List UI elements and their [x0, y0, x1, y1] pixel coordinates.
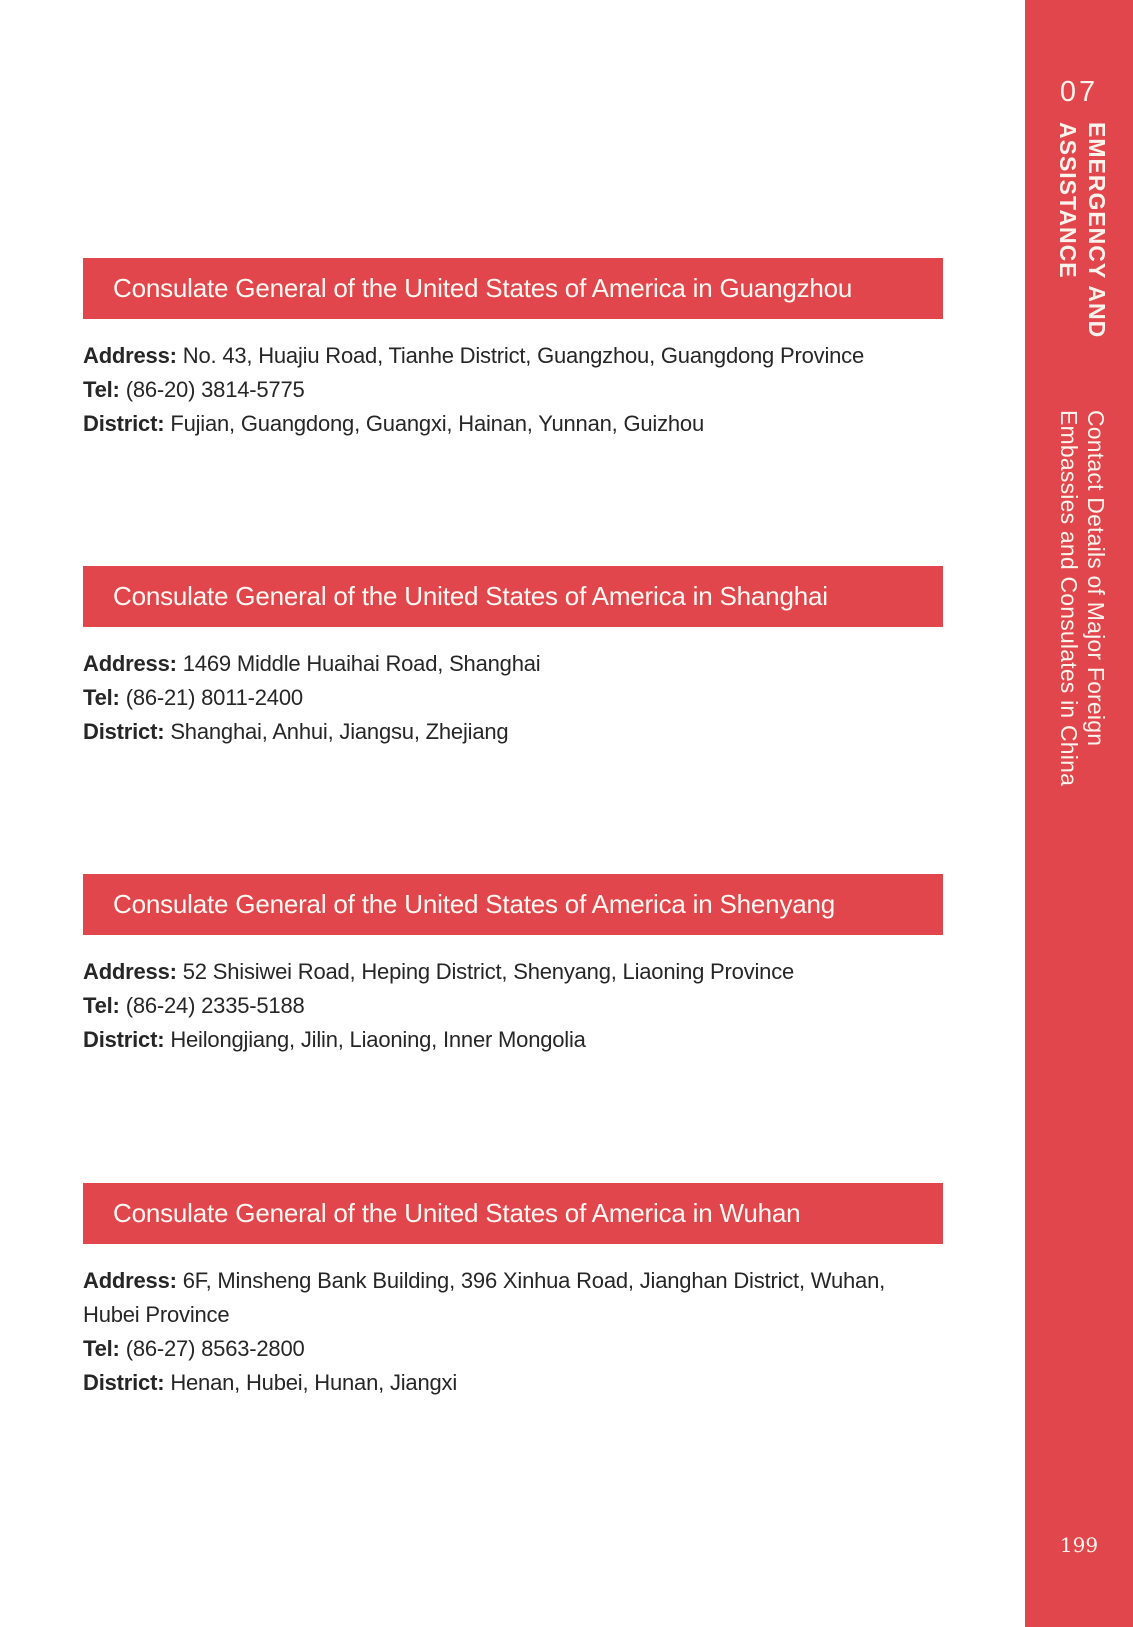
- district-line: [83, 407, 943, 441]
- section-title: Consulate General of the United States of America in Shenyang: [113, 889, 836, 919]
- tel-value: (86-21) 8011-2400: [125, 685, 303, 710]
- district-line: [83, 1366, 943, 1400]
- chapter-subtitle: [1055, 410, 1109, 786]
- section-title: Consulate General of the United States of America in Wuhan: [113, 1198, 801, 1228]
- tel-value: (86-20) 3814-5775: [125, 377, 305, 402]
- chapter-sidebar: [1025, 0, 1133, 1627]
- section-consulate-shanghai: [83, 566, 943, 749]
- tel-label: Tel:: [83, 993, 120, 1018]
- tel-line: [83, 373, 943, 407]
- tel-label: Tel:: [83, 1336, 120, 1361]
- district-line: [83, 1023, 943, 1057]
- tel-label: Tel:: [83, 377, 120, 402]
- district-label: District:: [83, 719, 165, 744]
- address-value: 6F, Minsheng Bank Building, 396 Xinhua Road, Jianghan District, Wuhan, Hubei Province: [83, 1268, 886, 1327]
- district-line: [83, 715, 943, 749]
- section-banner: [83, 258, 943, 319]
- address-value: 52 Shisiwei Road, Heping District, Shenyang, Liaoning Province: [182, 959, 795, 984]
- section-title: Consulate General of the United States of America in Shanghai: [113, 581, 828, 611]
- chapter-title-line2: ASSISTANCE: [1055, 122, 1081, 279]
- chapter-subtitle-line1: Contact Details of Major Foreign: [1083, 410, 1109, 747]
- district-label: District:: [83, 1027, 165, 1052]
- district-value: Fujian, Guangdong, Guangxi, Hainan, Yunnan, Guizhou: [170, 411, 705, 436]
- section-title: Consulate General of the United States of America in Guangzhou: [113, 273, 853, 303]
- tel-label: Tel:: [83, 685, 120, 710]
- section-consulate-wuhan: [83, 1183, 943, 1400]
- address-value: 1469 Middle Huaihai Road, Shanghai: [182, 651, 541, 676]
- tel-value: (86-24) 2335-5188: [125, 993, 305, 1018]
- district-value: Shanghai, Anhui, Jiangsu, Zhejiang: [170, 719, 509, 744]
- section-consulate-guangzhou: [83, 258, 943, 441]
- chapter-title: [1053, 122, 1111, 338]
- tel-line: [83, 989, 943, 1023]
- section-banner: [83, 874, 943, 935]
- section-info: [83, 1264, 943, 1400]
- district-label: District:: [83, 411, 165, 436]
- address-line: [83, 339, 943, 373]
- tel-line: [83, 1332, 943, 1366]
- section-consulate-shenyang: [83, 874, 943, 1057]
- chapter-subtitle-line2: Embassies and Consulates in China: [1056, 410, 1082, 787]
- section-info: [83, 339, 943, 441]
- section-banner: [83, 566, 943, 627]
- section-info: [83, 647, 943, 749]
- chapter-title-line1: EMERGENCY AND: [1084, 122, 1110, 339]
- tel-value: (86-27) 8563-2800: [125, 1336, 305, 1361]
- tel-line: [83, 681, 943, 715]
- address-label: Address:: [83, 651, 177, 676]
- address-line: [83, 647, 943, 681]
- address-label: Address:: [83, 959, 177, 984]
- district-value: Henan, Hubei, Hunan, Jiangxi: [170, 1370, 458, 1395]
- address-label: Address:: [83, 1268, 177, 1293]
- page-number: 199: [1059, 1533, 1099, 1557]
- address-line: [83, 955, 943, 989]
- chapter-number: 07: [1059, 76, 1099, 108]
- district-label: District:: [83, 1370, 165, 1395]
- district-value: Heilongjiang, Jilin, Liaoning, Inner Mongolia: [170, 1027, 586, 1052]
- section-info: [83, 955, 943, 1057]
- address-label: Address:: [83, 343, 177, 368]
- address-line: [83, 1264, 943, 1332]
- section-banner: [83, 1183, 943, 1244]
- address-value: No. 43, Huajiu Road, Tianhe District, Guangzhou, Guangdong Province: [182, 343, 864, 368]
